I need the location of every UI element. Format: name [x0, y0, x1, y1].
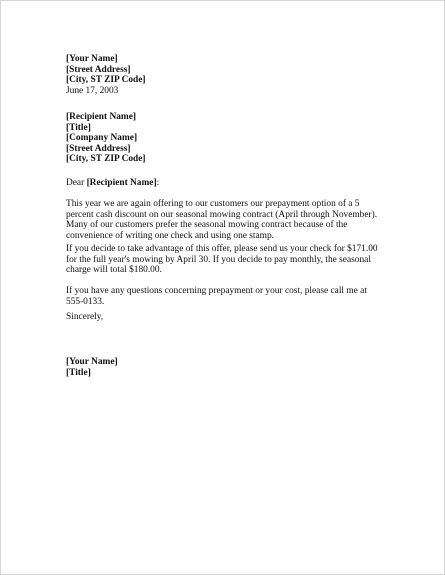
body-paragraph-2: If you decide to take advantage of this offer, please send us your check for $171.00 for the full year's mowing by April 30. If you decide to pay monthly, the seasonal charge will total $180.00. [66, 244, 378, 276]
signature-title: [Title] [66, 367, 91, 378]
signature-block [66, 357, 384, 378]
recipient-city: [City, ST ZIP Code] [66, 154, 146, 165]
signature-name: [Your Name] [66, 357, 118, 367]
letter-date: June 17, 2003 [66, 85, 119, 96]
sender-street: [Street Address] [66, 64, 131, 75]
sender-name: [Your Name] [66, 54, 118, 64]
salutation-name: [Recipient Name] [86, 178, 157, 188]
body-paragraph-1: This year we are again offering to our customers our prepayment option of a 5 percent cash discount on our seasonal mowing contract (April through November). Many of our customers prefer the seasonal mowing contract because of the convenience of writing one check and using one stamp. [66, 199, 378, 241]
recipient-title: [Title] [66, 122, 91, 133]
body-paragraph-3: If you have any questions concerning prepayment or your cost, please call me at 555-0133. [66, 286, 367, 307]
salutation-prefix: Dear [66, 178, 87, 188]
recipient-company: [Company Name] [66, 133, 138, 144]
closing [66, 312, 384, 323]
salutation-suffix: : [156, 178, 160, 188]
recipient-street: [Street Address] [66, 143, 131, 154]
sender-address-block [66, 54, 384, 96]
recipient-name: [Recipient Name] [66, 112, 137, 122]
closing-text: Sincerely, [66, 312, 104, 322]
recipient-address-block [66, 112, 384, 165]
sender-city: [City, ST ZIP Code] [66, 75, 146, 86]
salutation [66, 178, 384, 189]
